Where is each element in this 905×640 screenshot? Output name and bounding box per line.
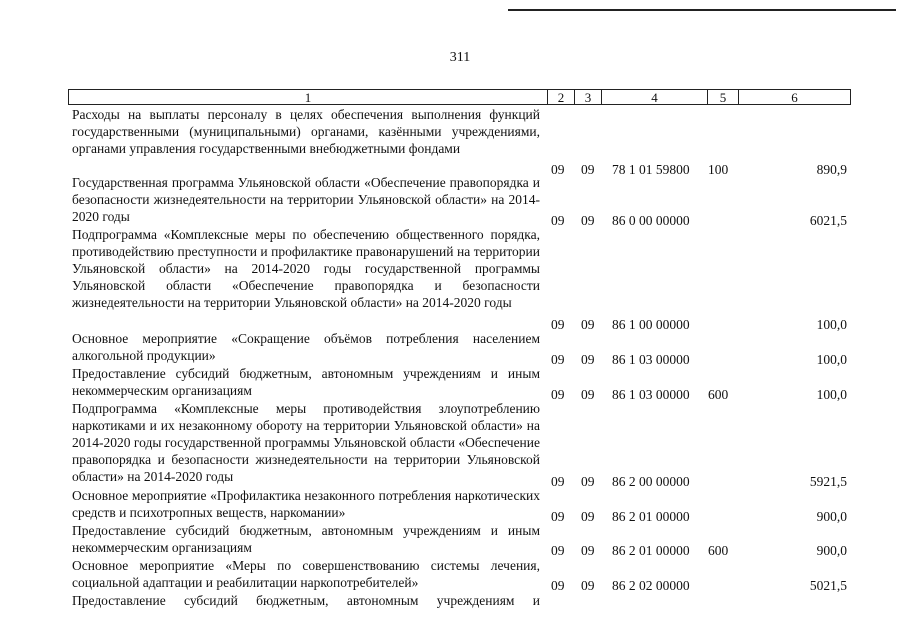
table-cell-target-code: 86 0 00 00000 (612, 213, 690, 228)
table-cell-target-code: 86 2 01 00000 (612, 543, 690, 558)
table-cell-target-code: 86 1 03 00000 (612, 352, 690, 367)
table-cell-target-code: 86 1 03 00000 (612, 387, 690, 402)
table-cell-subsection: 09 (581, 317, 595, 332)
table-cell-section: 09 (551, 213, 565, 228)
table-cell-section: 09 (551, 352, 565, 367)
table-cell-amount: 6021,5 (809, 213, 847, 228)
table-cell-amount: 900,0 (816, 543, 847, 558)
table-cell-target-code: 78 1 01 59800 (612, 162, 690, 177)
table-row-description: Предоставление субсидий бюджетным, автономным учреждениям и иным некоммерческим организациям (72, 366, 540, 398)
table-cell-subsection: 09 (581, 509, 595, 524)
table-row-description: Основное мероприятие «Меры по совершенствованию системы лечения, социальной адаптации и реабилитации наркопотребителей» (72, 558, 540, 590)
header-cell-col4: 4 (601, 90, 707, 104)
table-cell-target-code: 86 2 01 00000 (612, 509, 690, 524)
header-cell-col1: 1 (304, 90, 312, 105)
table-cell-section: 09 (551, 474, 565, 489)
table-cell-subsection: 09 (581, 543, 595, 558)
table-cell-section: 09 (551, 317, 565, 332)
table-row-description: Подпрограмма «Комплексные меры противодействия злоупотреблению наркотиками и их незаконному обороту на территории Ульяновской области» на 2014-2020 годы государственной программы Ульяновской области «Обеспечение правопорядка и безопасности жизнедеятельности на территории Ульяновской области» на 2014-2020 годы (72, 401, 540, 484)
table-cell-expense-type: 100 (708, 162, 729, 177)
header-cell-col5: 5 (707, 90, 738, 104)
table-cell-subsection: 09 (581, 387, 595, 402)
table-cell-section: 09 (551, 509, 565, 524)
table-cell-section: 09 (551, 387, 565, 402)
table-row-description: Подпрограмма «Комплексные меры по обеспечению общественного порядка, противодействию преступности и профилактике правонарушений на территории Ульяновской области» на 2014-2020 годы государственной программы Ульяновской области «Обеспечение правопорядка и безопасности жизнедеятельности на территории Ульяновской области» на 2014-2020 годы (72, 227, 540, 310)
table-row-description: Расходы на выплаты персоналу в целях обеспечения выполнения функций государственными (муниципальными) органами, казёнными учреждениями, органами управления государственными внебюджетными фондами (72, 107, 540, 156)
table-cell-amount: 100,0 (816, 352, 847, 367)
table-cell-target-code: 86 1 00 00000 (612, 317, 690, 332)
table-cell-subsection: 09 (581, 352, 595, 367)
table-cell-subsection: 09 (581, 162, 595, 177)
table-row-description: Основное мероприятие «Сокращение объёмов потребления населением алкогольной продукции» (72, 331, 540, 363)
table-cell-expense-type: 600 (708, 543, 729, 558)
table-cell-amount: 5021,5 (809, 578, 847, 593)
header-cell-col6: 6 (738, 90, 850, 104)
table-row-description: Государственная программа Ульяновской области «Обеспечение правопорядка и безопасности жизнедеятельности на территории Ульяновской области» на 2014-2020 годы (72, 175, 540, 224)
table-row-description: Предоставление субсидий бюджетным, автономным учреждениям и (72, 593, 540, 608)
table-cell-section: 09 (551, 543, 565, 558)
table-cell-target-code: 86 2 00 00000 (612, 474, 690, 489)
table-cell-amount: 5921,5 (809, 474, 847, 489)
table-cell-expense-type: 600 (708, 387, 729, 402)
table-row-description: Основное мероприятие «Профилактика незаконного потребления наркотических средств и психотропных веществ, наркомании» (72, 488, 540, 520)
table-cell-target-code: 86 2 02 00000 (612, 578, 690, 593)
table-cell-amount: 100,0 (816, 387, 847, 402)
header-cell-col2: 2 (547, 90, 574, 104)
header-cell-col3: 3 (574, 90, 601, 104)
table-header-row (68, 89, 851, 105)
top-rule (508, 9, 896, 11)
table-row-description: Предоставление субсидий бюджетным, автономным учреждениям и иным некоммерческим организациям (72, 523, 540, 555)
table-cell-subsection: 09 (581, 213, 595, 228)
page-number: 311 (449, 50, 471, 65)
table-cell-subsection: 09 (581, 578, 595, 593)
table-cell-amount: 890,9 (816, 162, 847, 177)
table-cell-section: 09 (551, 578, 565, 593)
table-cell-section: 09 (551, 162, 565, 177)
table-cell-subsection: 09 (581, 474, 595, 489)
table-cell-amount: 100,0 (816, 317, 847, 332)
table-cell-amount: 900,0 (816, 509, 847, 524)
